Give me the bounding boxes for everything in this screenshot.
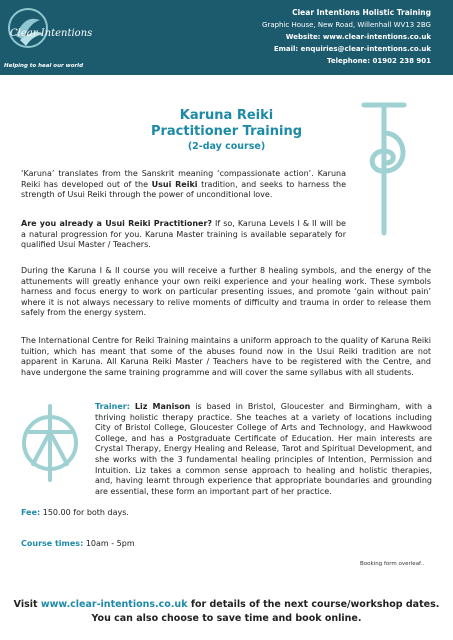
footer-line-2: You can also choose to save time and book online. [91, 613, 362, 624]
course-times-line: Course times: 10am - 5pm [21, 539, 135, 548]
clear-intentions-logo [6, 6, 106, 56]
karuna-symbol-icon [21, 402, 79, 484]
website-link[interactable]: www.clear-intentions.co.uk [40, 599, 188, 610]
centre-paragraph: The International Centre for Reiki Training maintains a uniform approach to the quality of Karuna Reiki tuition, which has meant that some of the abuses found now in the Usui Reiki tradition are not apparent in Karuna. All Karuna Reiki Master / Teachers have to be registered with the Centre, and have undergone the same training programme and will cover the same syllabus with all students. [21, 336, 431, 377]
footer-line-1: Visit www.clear-intentions.co.uk for details of the next course/workshop dates. [13, 599, 440, 610]
booking-note: Booking form overleaf.. [360, 561, 425, 567]
title-subtitle: (2-day course) [187, 141, 266, 152]
address: Graphic House, New Road, Willenhall WV13 2BG [262, 21, 431, 29]
title-line-2: Practitioner Training [150, 124, 303, 139]
fee-line: Fee: 150.00 for both days. [21, 508, 129, 517]
question-paragraph: Are you already a Usui Reiki Practitioner? If so, Karuna Levels I & II will be a natural progression for you. Karuna Master training is available separately for qualified Usui Master / Teachers. [21, 219, 346, 250]
org-name: Clear Intentions Holistic Training [292, 8, 431, 17]
tagline: Helping to heal our world [4, 63, 84, 69]
svg-text:Clear Intentions: Clear Intentions [10, 28, 93, 39]
phone-line: Telephone: 01902 238 901 [327, 57, 431, 65]
intro-paragraph: ‘Karuna’ translates from the Sanskrit meaning ‘compassionate action’. Karuna Reiki has developed out of the Usui Reiki tradition, and seeks to harness the strength of Usui Reiki through the power of unconditional love. [21, 169, 347, 200]
website-line[interactable]: Website: www.clear-intentions.co.uk [285, 33, 431, 41]
trainer-paragraph: Trainer: Liz Manison is based in Bristol, Gloucester and Birmingham, with a thriving holistic therapy practice. She teaches at a variety of locations including City of Bristol College, Gloucester College of Arts and Technology, and Hawkwood College, and has a Postgraduate Certificate of Education. Her main interests are Crystal Therapy, Energy Healing and Release, Tarot and Spiritual Development, and she works with the 3 fundamental healing principles of Intention, Permission and Intuition. Liz takes a common sense approach to healing and holistic therapies, and, having learnt through experience that appropriate boundaries and grounding are essential, these form an important part of her practice. [95, 402, 433, 496]
course-paragraph: During the Karuna I & II course you will receive a further 8 healing symbols, and the energy of the attunements will greatly enhance your own reiki experience and your healing work. These symbols harness and focus energy to work on particular presenting issues, and promote ‘gain without pain’ where it is not always necessary to relive moments of difficulty and trauma in order to release them safely from the energy system. [21, 266, 431, 318]
header-banner [0, 0, 453, 75]
title-line-1: Karuna Reiki [179, 108, 274, 123]
email-line[interactable]: Email: enquiries@clear-intentions.co.uk [273, 45, 431, 53]
contact-block [262, 7, 431, 67]
